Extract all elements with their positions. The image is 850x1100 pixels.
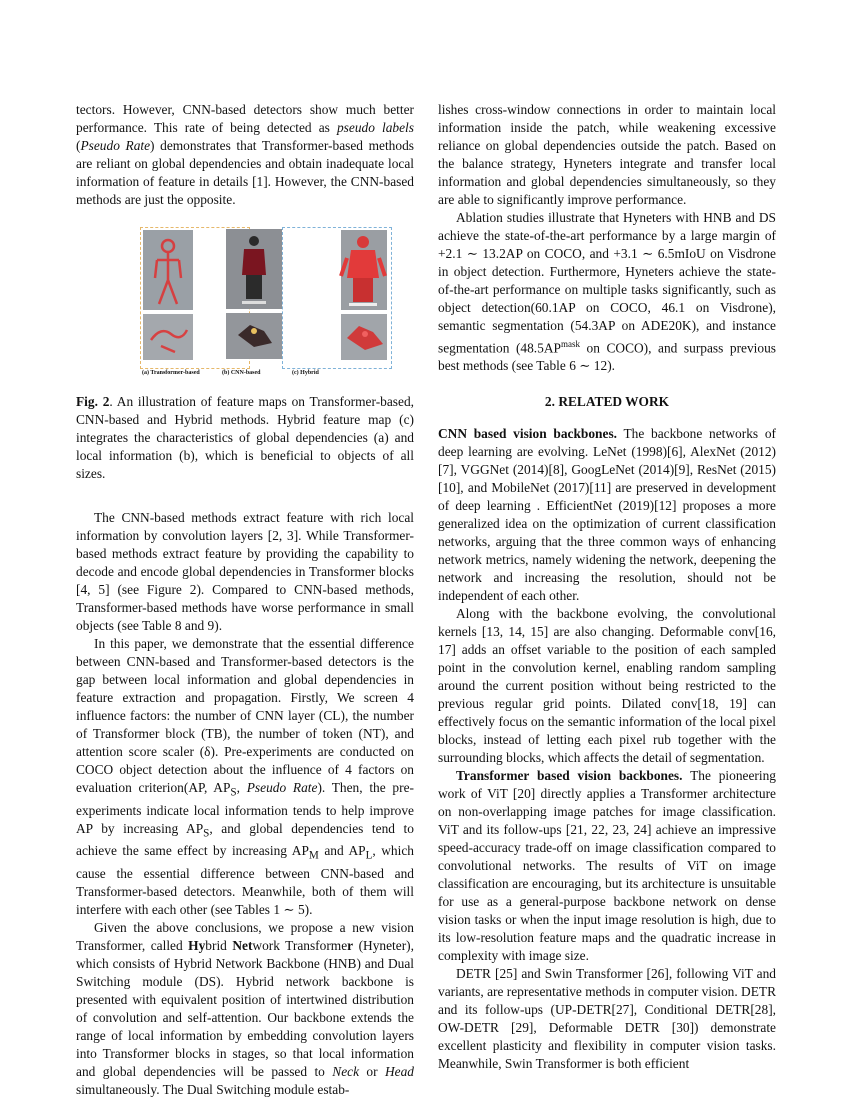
paragraph-transformer-backbones: Transformer based vision backbones. The pioneering work of ViT [20] directly applies a Transformer architecture on non-overlapping image patches for image classification. ViT and its follow-ups [21, 22, 23, 24] achieve an impressive speed-accuracy trade-off on image classification compared to convolutional networks. The results of ViT on image classification are encouraging, but its architecture is unsuitable for use as a general-purpose backbone network on dense vision tasks or when the input image resolution is high, due to its low-resolution feature maps and the quadratic increase in complexity with image size.: [438, 768, 776, 964]
figure-caption: Fig. 2. An illustration of feature maps on Transformer-based, CNN-based and Hybrid methods. Hybrid feature map (c) integrates the characteristics of global dependencies (a) and local information (b), which is beneficial to objects of all sizes.: [76, 394, 414, 481]
feature-map-hybrid: [282, 227, 392, 369]
paragraph-ablation: Ablation studies illustrate that Hyneters with HNB and DS achieve the state-of-the-art performance by a large margin of +2.1 ∼ 13.2AP on COCO, and +3.1 ∼ 6.5mIoU on Visdrone in object detection. Furthermore, Hyneters achieve the state-of-the-art performance on multiple tasks significantly, such as object detection(60.1AP on COCO, 46.1 on Visdrone), semantic segmentation (54.3AP on ADE20K), and instance segmentation ($48.5AP^{mask}$ on COCO), and surpass previous best methods (see Table 6 ∼ 12).: [438, 210, 776, 374]
paragraph-cnn-vs-transformer: The CNN-based methods extract feature with rich local information by convolution layers [2, 3]. While Transformer-based methods extract feature by providing the capability to decode and encode global dependencies in Transformer blocks [4, 5] (see Figure 2). Compared to CNN-based methods, Transformer-based methods have worse performance in small objects (see Table 8 and 9).: [76, 510, 414, 633]
label-transformer-based: (a) Transformer-based: [142, 370, 200, 376]
right-column: [438, 101, 776, 1073]
paragraph-dual-switching: lishes cross-window connections in order to maintain local information inside the patch, while weakening excessive reliance on global dependencies outside the patch. Based on the balance strategy, Hyneters integrate and transfer local information and global dependencies simultaneously, so they are able to significantly improve performance.: [438, 102, 776, 207]
feature-map-cnn: [220, 227, 288, 369]
paragraph-cnn-backbones: CNN based vision backbones. The backbone networks of deep learning are evolving. LeNet (1998)[6], AlexNet (2012)[7], VGGNet (2014)[8], GoogLeNet (2014)[9], ResNet (2015)[10], and MobileNet (2017)[11] are preserved in development of deep learning . EfficientNet (2019)[12] proposes a more generalized idea on the optimization of current classification networks, arguing that the three common ways of enhancing network metrics, namely widening the network, deepening the network and increasing the resolution, should not be independent of each other.: [438, 426, 776, 604]
label-hybrid: (c) Hybrid: [292, 370, 319, 376]
label-cnn-based: (b) CNN-based: [222, 370, 261, 376]
left-column: [76, 101, 414, 1099]
paragraph-intro-end: tectors. However, CNN-based detectors show much better performance. This rate of being detected as pseudo labels (Pseudo Rate) demonstrates that Transformer-based methods are reliant on global dependencies and obtain inadequate local information of feature in details [1]. However, the CNN-based methods are just the opposite.: [76, 102, 414, 207]
figure-2: [76, 227, 414, 377]
paragraph-conv-kernels: Along with the backbone evolving, the convolutional kernels [13, 14, 15] are also changing. Deformable conv[16, 17] adds an offset variable to the position of each sampled point in the convolution kernel, enabling random sampling around the current position without being restricted to the previous regular grid points. Dilated conv[18, 19] can effectively focus on the semantic information of the local pixel blocks, instead of letting each pixel rub together with the surrounding blocks, which affects the detail of segmentation.: [438, 606, 776, 766]
section-heading-related-work: 2. RELATED WORK: [544, 394, 670, 410]
paragraph-contribution: In this paper, we demonstrate that the essential difference between CNN-based and Transformer-based detectors is the gap between local information and global dependencies in feature extraction and propagation. Firstly, We screen 4 influence factors: the number of CNN layer (CL), the number of Transformer block (TB), the number of token (NT), and attention score scaler (δ). Pre-experiments are conducted on COCO object detection about the influence of 4 factors on evaluation criterion(AP, $AP_S$, Pseudo Rate). Then, the pre-experiments indicate local information tends to help improve AP by increasing $AP_S$, and global dependencies tend to achieve the same effect by increasing $AP_M$ and $AP_L$, which cause the essential difference between CNN-based and Transformer-based detectors. Meanwhile, both of them will interfere with each other (see Tables 1 ∼ 5).: [76, 636, 414, 918]
paragraph-detr-swin: DETR [25] and Swin Transformer [26], following ViT and variants, are representative methods in computer vision. DETR and its follow-ups (UP-DETR[27], Conditional DETR[28], OW-DETR [29], Deformable DETR [30]) demonstrate excellent plasticity and flexibility in computer vision tasks. Meanwhile, Swin Transformer is both efficient: [438, 966, 777, 1072]
paragraph-hyneter: Given the above conclusions, we propose a new vision Transformer, called Hybrid Network Transformer (Hyneter), which consists of Hybrid Network Backbone (HNB) and Dual Switching module (DS). Hybrid network backbone is presented with equivalent position of intertwined distribution of convolution and self-attention. Our backbone extends the range of local information by embedding convolution layers into Transformer blocks in stages, so that local information and global dependencies will be passed to Neck or Head simultaneously. The Dual Switching module estab-: [76, 920, 414, 1098]
